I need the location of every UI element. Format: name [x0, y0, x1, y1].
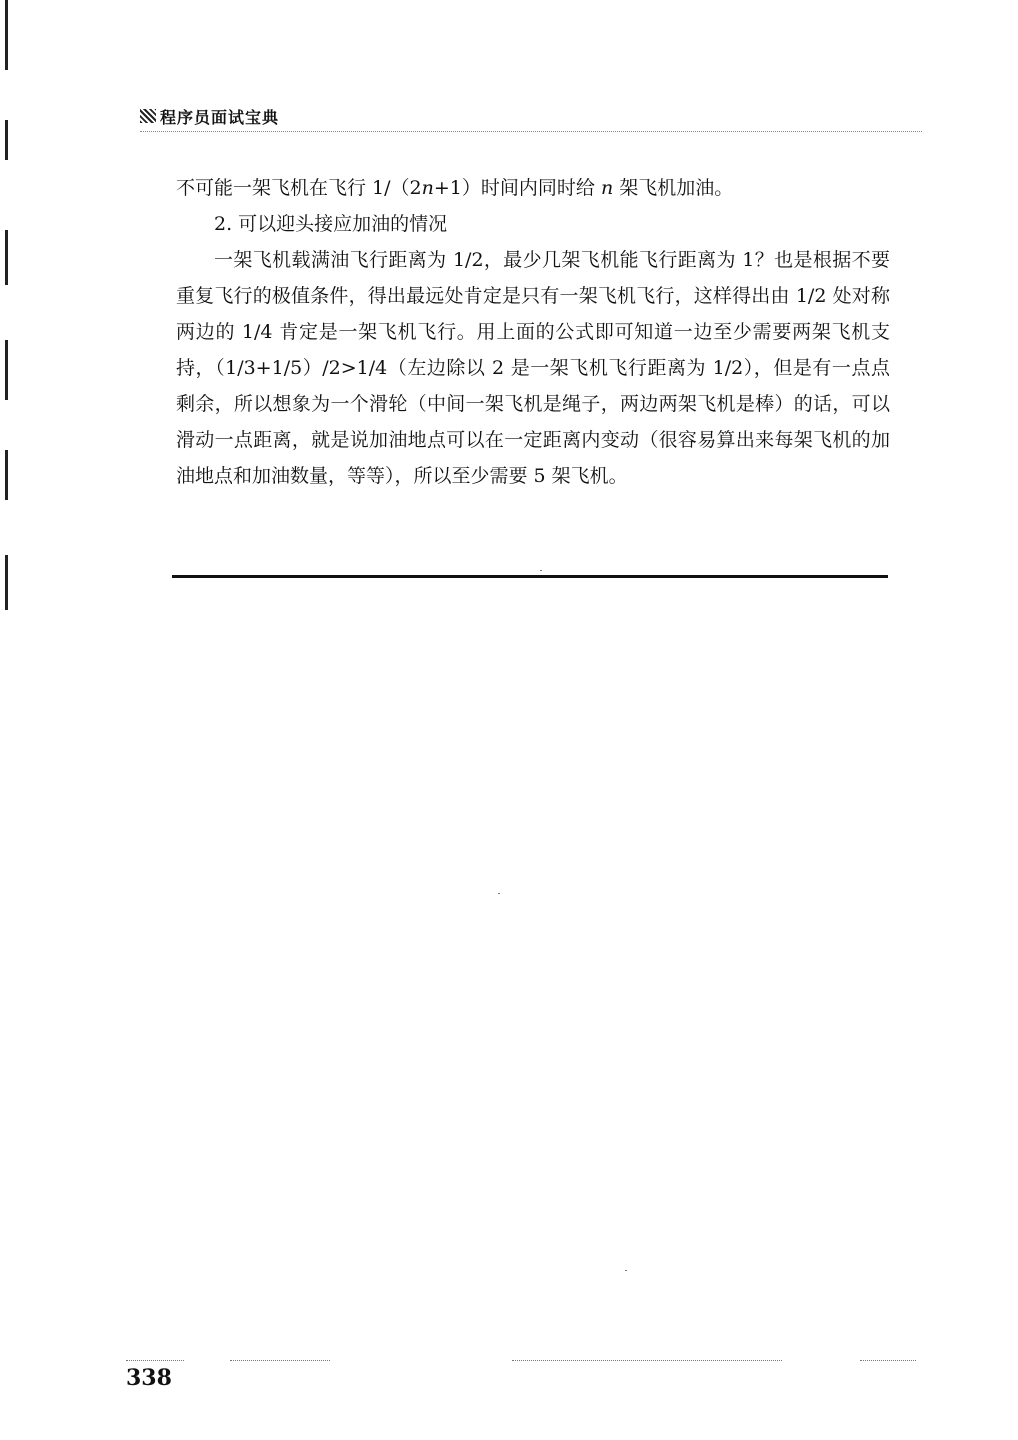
- scan-edge-mark: [5, 450, 8, 500]
- footer-rule: [230, 1360, 330, 1361]
- scan-speck: [498, 893, 500, 894]
- continuation-line: 不可能一架飞机在飞行 1/（2n+1）时间内同时给 n 架飞机加油。: [176, 177, 734, 199]
- section-heading: 2. 可以迎头接应加油的情况: [214, 213, 448, 235]
- page-body: [176, 170, 890, 494]
- scan-edge-mark: [5, 555, 8, 610]
- footer-rule: [126, 1360, 184, 1361]
- header-ornament-icon: [140, 109, 156, 123]
- scan-speck: [540, 570, 542, 571]
- section-end-rule: [172, 575, 888, 578]
- body-paragraph: 一架飞机载满油飞行距离为 1/2，最少几架飞机能飞行距离为 1？也是根据不要重复飞行的极值条件，得出最远处肯定是只有一架飞机飞行，这样得出由 1/2 处对称两边的 1/4 肯定是一架飞机飞行。用上面的公式即可知道一边至少需要两架飞机支持，（1/3+1/5）/2>1/4（左边除以 2 是一架飞机飞行距离为 1/2），但是有一点点剩余，所以想象为一个滑轮（中间一架飞机是绳子，两边两架飞机是棒）的话，可以滑动一点距离，就是说加油地点可以在一定距离内变动（很容易算出来每架飞机的加油地点和加油数量，等等），所以至少需要 5 架飞机。: [176, 249, 890, 487]
- scan-edge-mark: [5, 230, 8, 285]
- scan-edge-mark: [5, 340, 8, 400]
- footer-rule: [512, 1360, 782, 1361]
- scan-edge-mark: [5, 0, 8, 70]
- scan-speck: [625, 1270, 627, 1271]
- footer-rule: [860, 1360, 916, 1361]
- running-header: [140, 103, 922, 132]
- book-title: 程序员面试宝典: [160, 108, 280, 127]
- scan-edge-mark: [5, 120, 8, 160]
- page-number: 338: [126, 1365, 172, 1391]
